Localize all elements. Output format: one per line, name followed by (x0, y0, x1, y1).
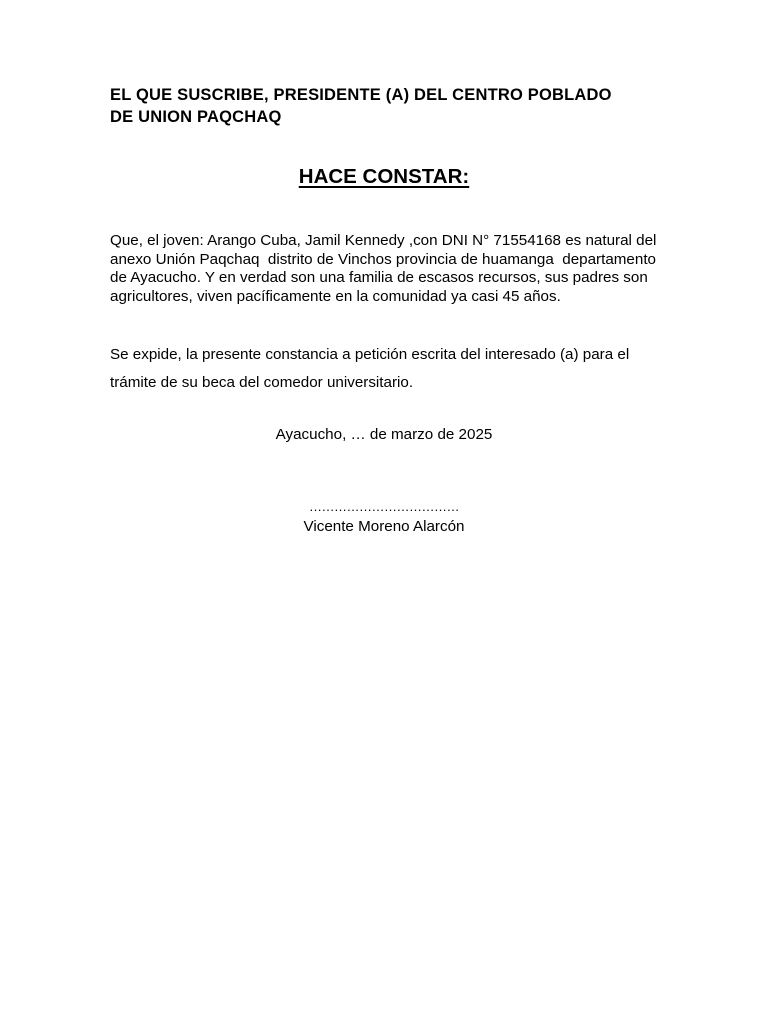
purpose-paragraph (110, 341, 670, 397)
certification-paragraph (110, 232, 670, 306)
document-title: HACE CONSTAR: (298, 165, 470, 188)
paragraph-line: anexo Unión Paqchaq distrito de Vinchos provincia de huamanga departamento (110, 250, 656, 268)
paragraph-line: de Ayacucho. Y en verdad son una familia de escasos recursos, sus padres son (110, 269, 648, 286)
signatory-name: Vicente Moreno Alarcón (303, 518, 465, 535)
header-line-2: DE UNION PAQCHAQ (110, 108, 282, 126)
paragraph-line: Se expide, la presente constancia a petición escrita del interesado (a) para el (110, 346, 630, 363)
signature-line: ……………………………… (309, 499, 459, 514)
paragraph-line: trámite de su beca del comedor universitario. (110, 374, 414, 391)
paragraph-line: agricultores, viven pacíficamente en la comunidad ya casi 45 años. (110, 287, 561, 305)
place-date-line: Ayacucho, … de marzo de 2025 (275, 426, 493, 443)
paragraph-line: Que, el joven: Arango Cuba, Jamil Kennedy ,con DNI N° 71554168 es natural del (110, 232, 657, 249)
header-line-1: EL QUE SUSCRIBE, PRESIDENTE (A) DEL CENTRO POBLADO (110, 86, 612, 104)
document-header (110, 84, 670, 128)
